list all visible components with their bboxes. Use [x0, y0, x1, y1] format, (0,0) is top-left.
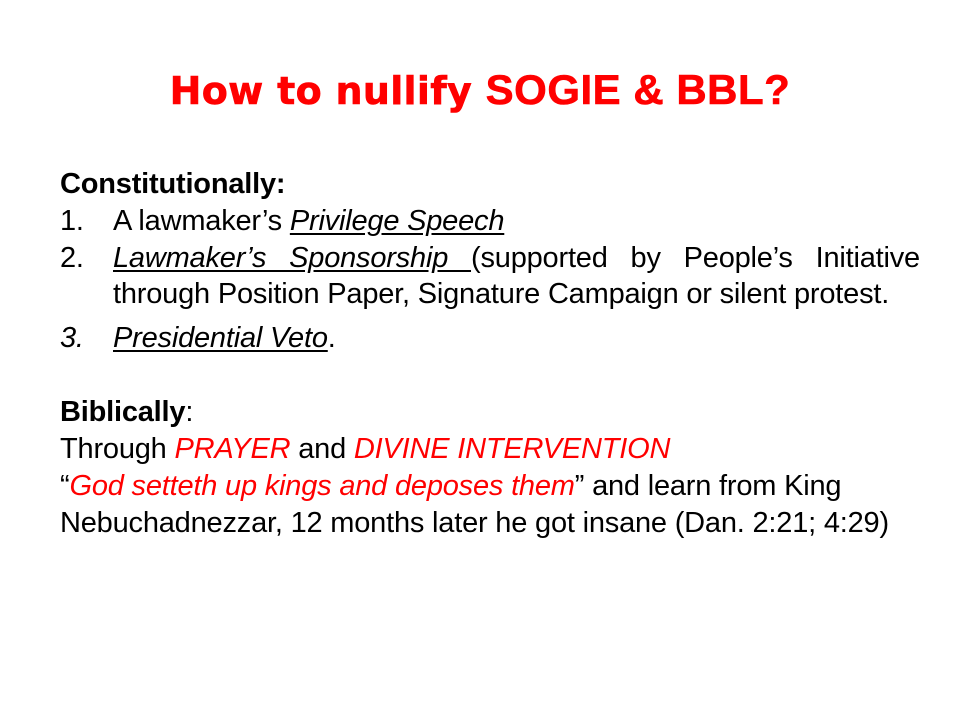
through-text: Through [60, 433, 175, 465]
biblical-heading-line [60, 394, 920, 431]
item-emphasis: Lawmaker’s Sponsorship [113, 242, 472, 274]
title-part-1: How to nullify [169, 69, 486, 113]
through-line [60, 431, 920, 468]
list-item [60, 320, 920, 357]
title-part-2: SOGIE & BBL? [485, 66, 791, 113]
list-number: 2. [60, 242, 84, 274]
quote-text: God setteth up kings and deposes them [69, 470, 575, 502]
spacer [60, 357, 920, 394]
list-number: 3. [60, 322, 84, 354]
quote-paragraph [60, 468, 920, 542]
slide-title [0, 62, 960, 119]
item-after: (supported by People’s Initiative through Position Paper, Signature Campaign or silent protest. [113, 242, 920, 310]
item-text: A lawmaker’s [113, 205, 290, 237]
item-emphasis: Presidential Veto [113, 322, 328, 354]
and-text: and [290, 433, 354, 465]
divine-intervention-text: DIVINE INTERVENTION [353, 433, 671, 465]
prayer-text: PRAYER [174, 433, 291, 465]
quote-rest: ” and learn from King Nebuchadnezzar, 12 months later he got insane (Dan. 2:21; 4:29) [60, 470, 889, 539]
item-emphasis: Privilege Speech [289, 205, 505, 237]
constitutional-heading: Constitutionally: [60, 168, 286, 200]
list-number: 1. [60, 205, 84, 237]
biblical-heading: Biblically [60, 396, 186, 428]
list-item [60, 240, 920, 312]
item-after: . [327, 322, 336, 354]
biblical-colon: : [185, 396, 194, 428]
open-quote: “ [60, 470, 70, 502]
list-item [60, 203, 920, 240]
slide-body [60, 166, 920, 542]
constitutional-list [60, 203, 920, 357]
